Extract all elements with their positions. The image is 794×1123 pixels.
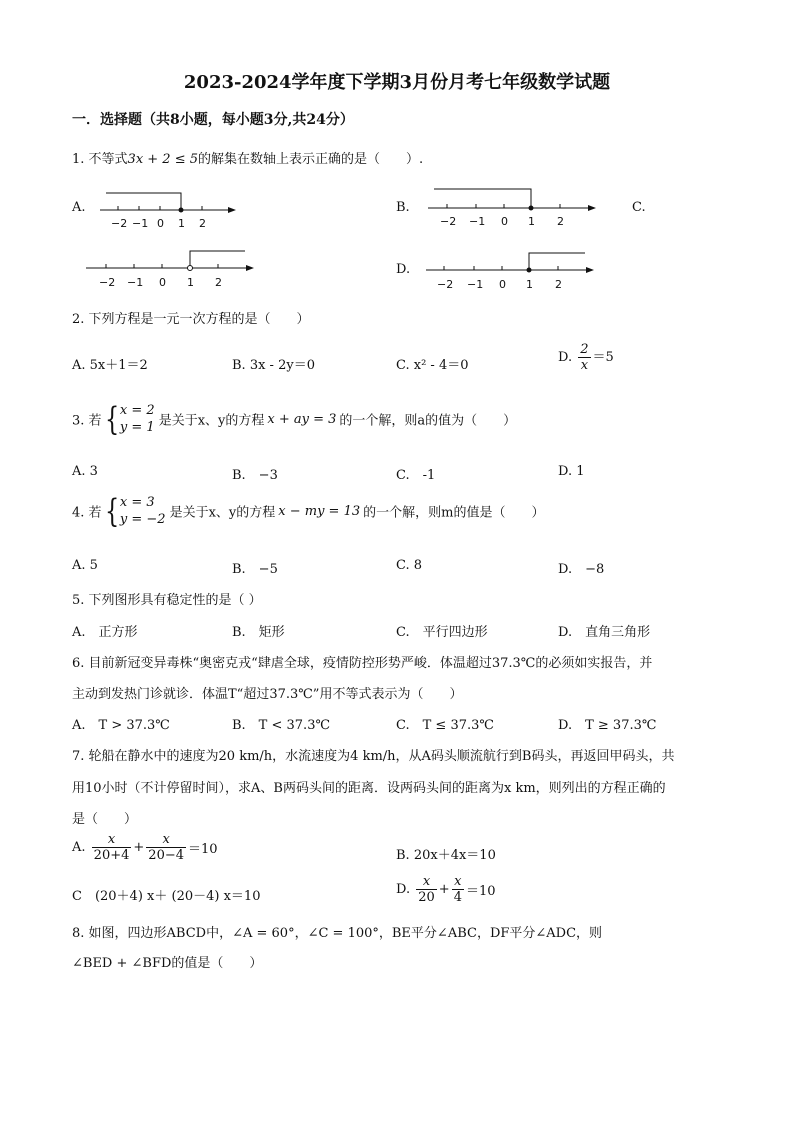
tick-label: −1 bbox=[469, 215, 486, 228]
q7-option-d: D. $\frac{x}{20}$ + $\frac{x}{4}$ ＝10 bbox=[396, 874, 496, 905]
q2-option-c: C. x² - 4＝0 bbox=[396, 358, 469, 373]
q3-option-c: C. -1 bbox=[396, 468, 436, 483]
brace-symbol: { bbox=[104, 492, 119, 530]
q4-equation: x − my = 13 bbox=[278, 503, 361, 519]
tick-label: −1 bbox=[132, 217, 149, 230]
question-8-line-1: 8. 如图，四边形ABCD中，∠A = 60°，∠C = 100°，BE平分∠ABC，DF平分∠ADC，则 bbox=[72, 926, 603, 941]
q3-option-a: A. 3 bbox=[72, 464, 98, 479]
question-6-line-1: 6. 目前新冠变异毒株“奥密克戎“肆虐全球，疫情防控形势严峻．体温超过37.3℃的必须如实报告，并 bbox=[72, 656, 653, 671]
fraction: $\frac{x}{20+4}$ bbox=[93, 832, 130, 863]
q3-equation: x + ay = 3 bbox=[267, 411, 337, 427]
q4-system: x = 3 y = −2 bbox=[119, 495, 166, 527]
q3-mid: 是关于x、y的方程 bbox=[158, 413, 265, 429]
q2-d-rest: ＝5 bbox=[592, 350, 614, 365]
q1-prefix: 1. 不等式 bbox=[72, 152, 128, 167]
tick-label: −2 bbox=[440, 215, 457, 228]
tick-label: 2 bbox=[199, 217, 206, 230]
q3-option-d: D. 1 bbox=[558, 464, 585, 479]
q4-option-c: C. 8 bbox=[396, 558, 423, 573]
q3-option-b: B. −3 bbox=[232, 468, 278, 483]
q3-suffix: 的一个解，则a的值为（ ） bbox=[339, 413, 517, 429]
question-7-line-1: 7. 轮船在静水中的速度为20 km/h，水流速度为4 km/h，从A码头顺流航行到B码头，再返回甲码头，共 bbox=[72, 749, 675, 764]
q2-option-b: B. 3x - 2y＝0 bbox=[232, 358, 315, 373]
q1-option-d-label: D. bbox=[396, 262, 411, 277]
tick-label: 1 bbox=[187, 276, 194, 289]
tick-label: 0 bbox=[499, 278, 506, 291]
q4-mid: 是关于x、y的方程 bbox=[169, 505, 276, 521]
q4-option-d: D. −8 bbox=[558, 562, 605, 577]
tick-label: 2 bbox=[555, 278, 562, 291]
q7-d-label: D. bbox=[396, 882, 411, 897]
tick-label: 0 bbox=[157, 217, 164, 230]
tick-label: −1 bbox=[467, 278, 484, 291]
brace-symbol: { bbox=[104, 400, 119, 438]
q4-option-b: B. −5 bbox=[232, 562, 278, 577]
q5-option-b: B. 矩形 bbox=[232, 625, 285, 640]
number-line-a bbox=[96, 186, 241, 234]
question-6-line-2: 主动到发热门诊就诊．体温T“超过37.3℃”用不等式表示为（ ） bbox=[72, 687, 463, 702]
fraction: $\frac{x}{4}$ bbox=[453, 874, 462, 905]
fraction: $\frac{x}{20-4}$ bbox=[148, 832, 185, 863]
q4-suffix: 的一个解，则m的值是（ ） bbox=[363, 505, 545, 521]
q7-option-b: B. 20x＋4x＝10 bbox=[396, 848, 496, 863]
number-line-c bbox=[82, 246, 262, 292]
tick-label: 2 bbox=[215, 276, 222, 289]
numerator: 2 bbox=[580, 342, 589, 357]
q4-prefix: 4. 若 bbox=[72, 505, 102, 521]
question-8-line-2: ∠BED + ∠BFD的值是（ ） bbox=[72, 956, 263, 971]
q2-d-fraction bbox=[578, 342, 590, 373]
question-7-line-3: 是（ ） bbox=[72, 812, 138, 827]
q1-option-c-label: C. bbox=[632, 200, 646, 215]
fraction: $\frac{x}{20}$ bbox=[418, 874, 435, 905]
tick-label: −2 bbox=[111, 217, 128, 230]
tick-label: −1 bbox=[127, 276, 144, 289]
q7-option-c: C (20＋4) x＋ (20－4) x＝10 bbox=[72, 889, 261, 904]
q2-d-label: D. bbox=[558, 350, 573, 365]
question-1-stem bbox=[72, 148, 423, 167]
q1-suffix: 的解集在数轴上表示正确的是（ ）. bbox=[198, 152, 424, 167]
q4-option-a: A. 5 bbox=[72, 558, 98, 573]
number-line-b bbox=[424, 182, 604, 232]
q6-option-d: D. T ≥ 37.3℃ bbox=[558, 718, 657, 733]
page-title: 2023-2024学年度下学期3月份月考七年级数学试题 bbox=[183, 72, 611, 93]
denominator: x bbox=[580, 358, 589, 373]
q1-option-a-label: A. bbox=[72, 200, 86, 215]
question-5-stem: 5. 下列图形具有稳定性的是（ ） bbox=[72, 593, 262, 608]
section-heading: 一．选择题（共8小题，每小题3分,共24分） bbox=[72, 112, 354, 128]
q2-option-d bbox=[558, 342, 614, 373]
tick-label: 0 bbox=[159, 276, 166, 289]
q6-option-a: A. T > 37.3℃ bbox=[72, 718, 170, 733]
question-4-stem bbox=[72, 494, 544, 528]
q6-option-b: B. T < 37.3℃ bbox=[232, 718, 331, 733]
tick-label: 1 bbox=[178, 217, 185, 230]
q7-a-label: A. bbox=[72, 840, 86, 855]
question-3-stem bbox=[72, 402, 516, 436]
tick-label: −2 bbox=[99, 276, 116, 289]
question-7-line-2: 用10小时（不计停留时间），求A、B两码头间的距离．设两码头间的距离为x km，则列出的方程正确的 bbox=[72, 781, 666, 796]
q3-prefix: 3. 若 bbox=[72, 413, 102, 429]
q1-option-b-label: B. bbox=[396, 200, 410, 215]
q7-option-a: A. $\frac{x}{20+4}$ + $\frac{x}{20-4}$ ＝10 bbox=[72, 832, 218, 863]
number-line-d bbox=[422, 248, 602, 294]
tick-label: 1 bbox=[528, 215, 535, 228]
q1-inequality: 3x + 2 ≤ 5 bbox=[127, 152, 199, 167]
tick-label: −2 bbox=[437, 278, 454, 291]
question-2-stem: 2. 下列方程是一元一次方程的是（ ） bbox=[72, 312, 310, 327]
tick-label: 1 bbox=[526, 278, 533, 291]
q5-option-d: D. 直角三角形 bbox=[558, 625, 651, 640]
q3-system: x = 2 y = 1 bbox=[119, 403, 155, 435]
tick-label: 2 bbox=[557, 215, 564, 228]
q2-option-a: A. 5x＋1＝2 bbox=[72, 358, 148, 373]
tick-label: 0 bbox=[501, 215, 508, 228]
q6-option-c: C. T ≤ 37.3℃ bbox=[396, 718, 494, 733]
q5-option-a: A. 正方形 bbox=[72, 625, 138, 640]
q5-option-c: C. 平行四边形 bbox=[396, 625, 488, 640]
